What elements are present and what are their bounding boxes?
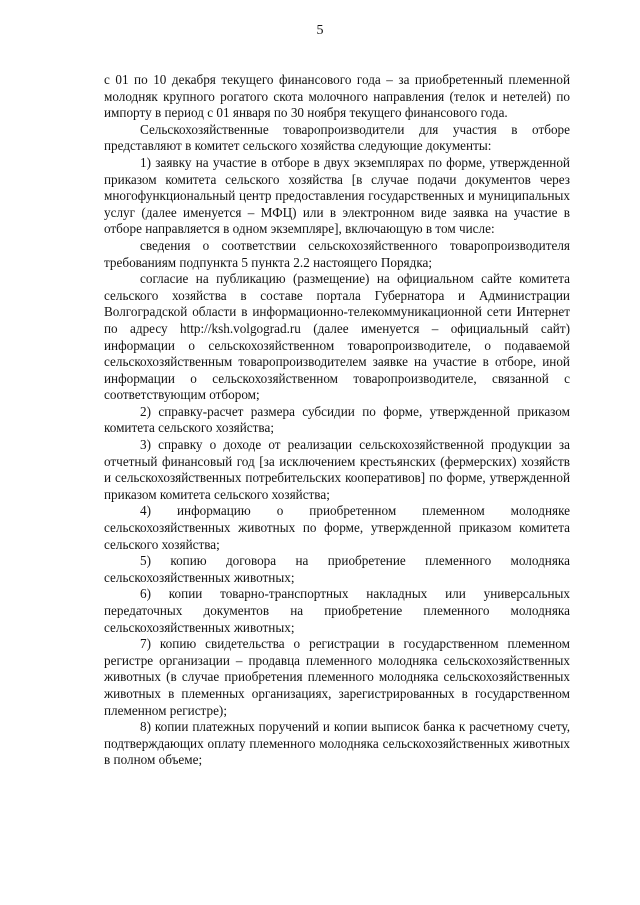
paragraph-deadline-import: с 01 по 10 декабря текущего финансового года – за приобретенный племенной молодняк крупного рогатого скота молочного направления (телок и нетелей) по импорту в период с 01 января по 30 ноября текущего финансового года. [104, 72, 570, 121]
list-item-4-livestock-info: 4) информацию о приобретенном племенном молодняке сельскохозяйственных животных по форме, утвержденной приказом комитета сельского хозяйства; [104, 503, 570, 552]
list-item-7-registry-certificate: 7) копию свидетельства о регистрации в государственном племенном регистре организации – продавца племенного молодняка сельскохозяйственных животных (в случае приобретения племенного молодняка сельскохозяйственных животных в племенных организациях, зарегистрированных в государственном племенном регистре); [104, 636, 570, 718]
paragraph-documents-intro: Сельскохозяйственные товаропроизводители для участия в отборе представляют в комитет сельского хозяйства следующие документы: [104, 121, 570, 154]
list-item-3-income-certificate: 3) справку о доходе от реализации сельскохозяйственной продукции за отчетный финансовый год [за исключением крестьянских (фермерских) хозяйств и сельскохозяйственных потребительских кооперативов] по форме, утвержденной приказом комитета сельского хозяйства; [104, 437, 570, 502]
page-number: 5 [316, 23, 324, 38]
subitem-compliance-info: сведения о соответствии сельскохозяйственного товаропроизводителя требованиям подпункта 5 пункта 2.2 настоящего Порядка; [104, 237, 570, 270]
subitem-publication-consent: согласие на публикацию (размещение) на официальном сайте комитета сельского хозяйства в составе портала Губернатора и Администрации Волгоградской области в информационно-телекоммуникационной сети Интернет по адресу http://ksh.volgograd.ru (далее именуется – официальный сайт) информации о сельскохозяйственном товаропроизводителе, о подаваемой сельскохозяйственным товаропроизводителем заявке на участие в отборе, иной информации о сельскохозяйственном товаропроизводителе, связанной с соответствующим отбором; [104, 271, 570, 403]
list-item-6-waybill-copies: 6) копии товарно-транспортных накладных или универсальных передаточных документов на приобретение племенного молодняка сельскохозяйственных животных; [104, 586, 570, 635]
list-item-8-payment-orders: 8) копии платежных поручений и копии выписок банка к расчетному счету, подтверждающих оплату племенного молодняка сельскохозяйственных животных в полном объеме; [104, 719, 570, 768]
list-item-2-subsidy-calculation: 2) справку-расчет размера субсидии по форме, утвержденной приказом комитета сельского хозяйства; [104, 403, 570, 436]
list-item-1-application: 1) заявку на участие в отборе в двух экземплярах по форме, утвержденной приказом комитета сельского хозяйства [в случае подачи документов через многофункциональный центр предоставления государственных и муниципальных услуг (далее именуется – МФЦ) или в электронном виде заявка на участие в отборе направляется в одном экземпляре], включающую в том числе: [104, 154, 570, 237]
document-body [104, 72, 570, 769]
list-item-5-contract-copy: 5) копию договора на приобретение племенного молодняка сельскохозяйственных животных; [104, 553, 570, 585]
